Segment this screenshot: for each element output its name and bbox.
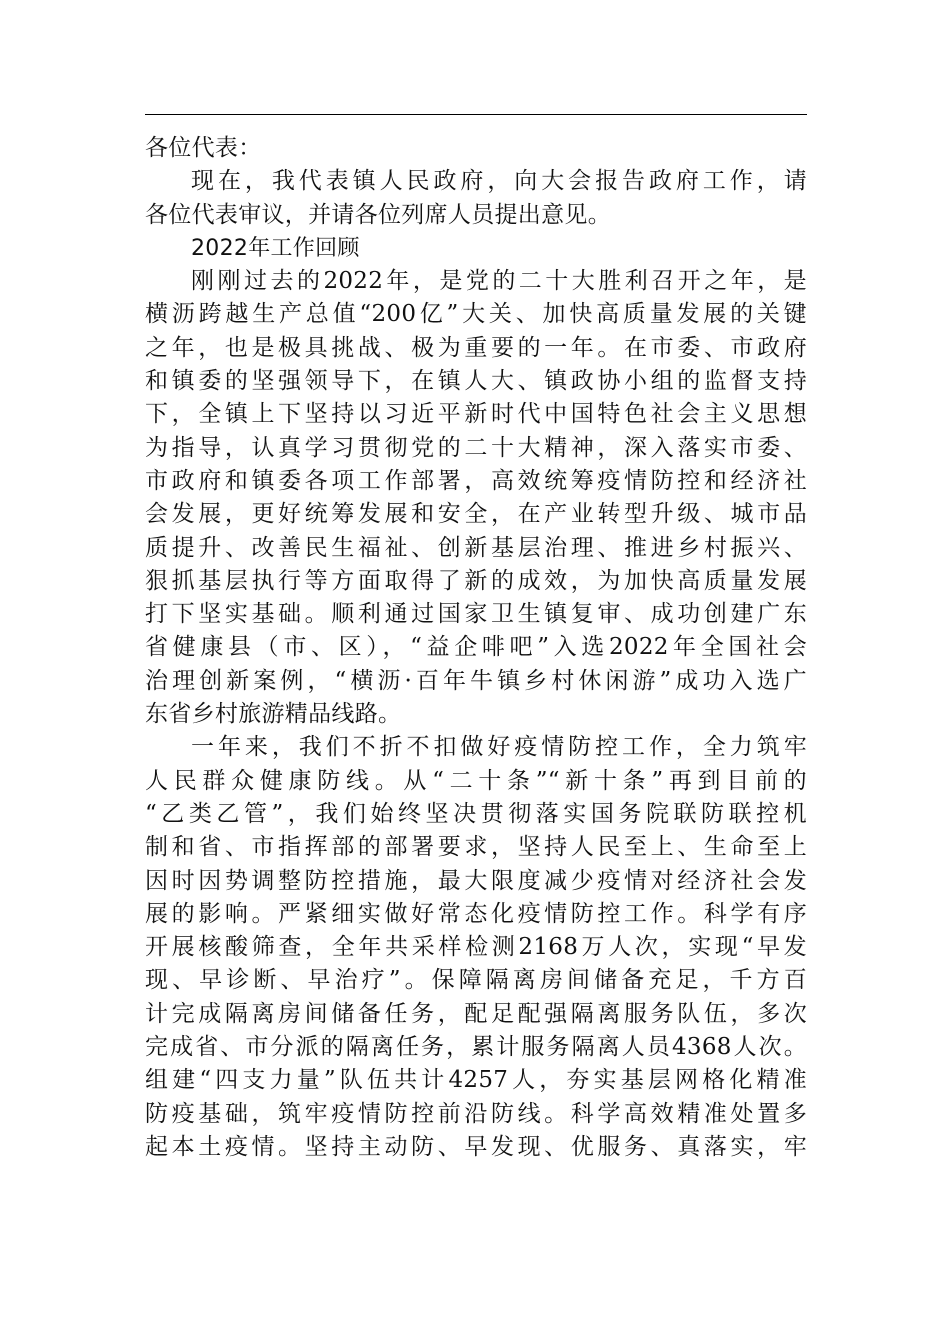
- paragraph-line: 治理创新案例，“横沥·百年牛镇乡村休闲游”成功入选广: [145, 667, 807, 694]
- paragraph-line: 刚刚过去的2022年，是党的二十大胜利召开之年，是: [191, 268, 807, 295]
- paragraph-epidemic: [145, 731, 807, 1164]
- paragraph-line: 为指导，认真学习贯彻党的二十大精神，深入落实市委、: [145, 434, 807, 461]
- section-heading: 2022年工作回顾: [191, 235, 360, 261]
- paragraph-line: 起本土疫情。坚持主动防、早发现、优服务、真落实，牢: [145, 1133, 807, 1160]
- paragraph-line: 会发展，更好统筹发展和安全，在产业转型升级、城市品: [145, 501, 807, 528]
- paragraph-line: 防疫基础，筑牢疫情防控前沿防线。科学高效精准处置多: [145, 1100, 807, 1127]
- paragraph-line: 市政府和镇委各项工作部署，高效统筹疫情防控和经济社: [145, 467, 807, 494]
- paragraph-line: 人民群众健康防线。从“二十条”“新十条”再到目前的: [145, 767, 807, 794]
- paragraph-line: 制和省、市指挥部的部署要求，坚持人民至上、生命至上: [145, 834, 807, 861]
- paragraph-line: 省健康县（市、区），“益企啡吧”入选2022年全国社会: [145, 634, 807, 661]
- header-rule: [145, 114, 807, 115]
- paragraph-line: 开展核酸筛查，全年共采样检测2168万人次，实现“早发: [145, 934, 807, 961]
- paragraph-line: 现、早诊断、早治疗”。保障隔离房间储备充足，千方百: [145, 967, 807, 994]
- paragraph-line: 打下坚实基础。顺利通过国家卫生镇复审、成功创建广东: [145, 601, 807, 628]
- paragraph-line: 之年，也是极具挑战、极为重要的一年。在市委、市政府: [145, 334, 807, 361]
- paragraph-line: 东省乡村旅游精品线路。: [145, 701, 402, 728]
- salutation: 各位代表：: [145, 135, 262, 161]
- document-body: [145, 132, 807, 1164]
- paragraph-line: 和镇委的坚强领导下，在镇人大、镇政协小组的监督支持: [145, 368, 807, 395]
- intro-line: 现在，我代表镇人民政府，向大会报告政府工作，请: [191, 168, 807, 195]
- paragraph-line: “乙类乙管”，我们始终坚决贯彻落实国务院联防联控机: [145, 800, 807, 827]
- paragraph-line: 计完成隔离房间储备任务，配足配强隔离服务队伍，多次: [145, 1000, 807, 1027]
- paragraph-line: 质提升、改善民生福祉、创新基层治理、推进乡村振兴、: [145, 534, 807, 561]
- paragraph-line: 横沥跨越生产总值“200亿”大关、加快高质量发展的关键: [145, 301, 807, 328]
- paragraph-line: 组建“四支力量”队伍共计4257人，夯实基层网格化精准: [145, 1067, 807, 1094]
- paragraph-line: 下，全镇上下坚持以习近平新时代中国特色社会主义思想: [145, 401, 807, 428]
- paragraph-line: 一年来，我们不折不扣做好疫情防控工作，全力筑牢: [191, 734, 807, 761]
- paragraph-line: 完成省、市分派的隔离任务，累计服务隔离人员4368人次。: [145, 1034, 807, 1061]
- paragraph-review: [145, 265, 807, 731]
- intro-paragraph: [145, 165, 807, 232]
- paragraph-line: 因时因势调整防控措施，最大限度减少疫情对经济社会发: [145, 867, 807, 894]
- intro-line: 各位代表审议，并请各位列席人员提出意见。: [145, 201, 611, 228]
- paragraph-line: 狠抓基层执行等方面取得了新的成效，为加快高质量发展: [145, 567, 807, 594]
- paragraph-line: 展的影响。严紧细实做好常态化疫情防控工作。科学有序: [145, 900, 807, 927]
